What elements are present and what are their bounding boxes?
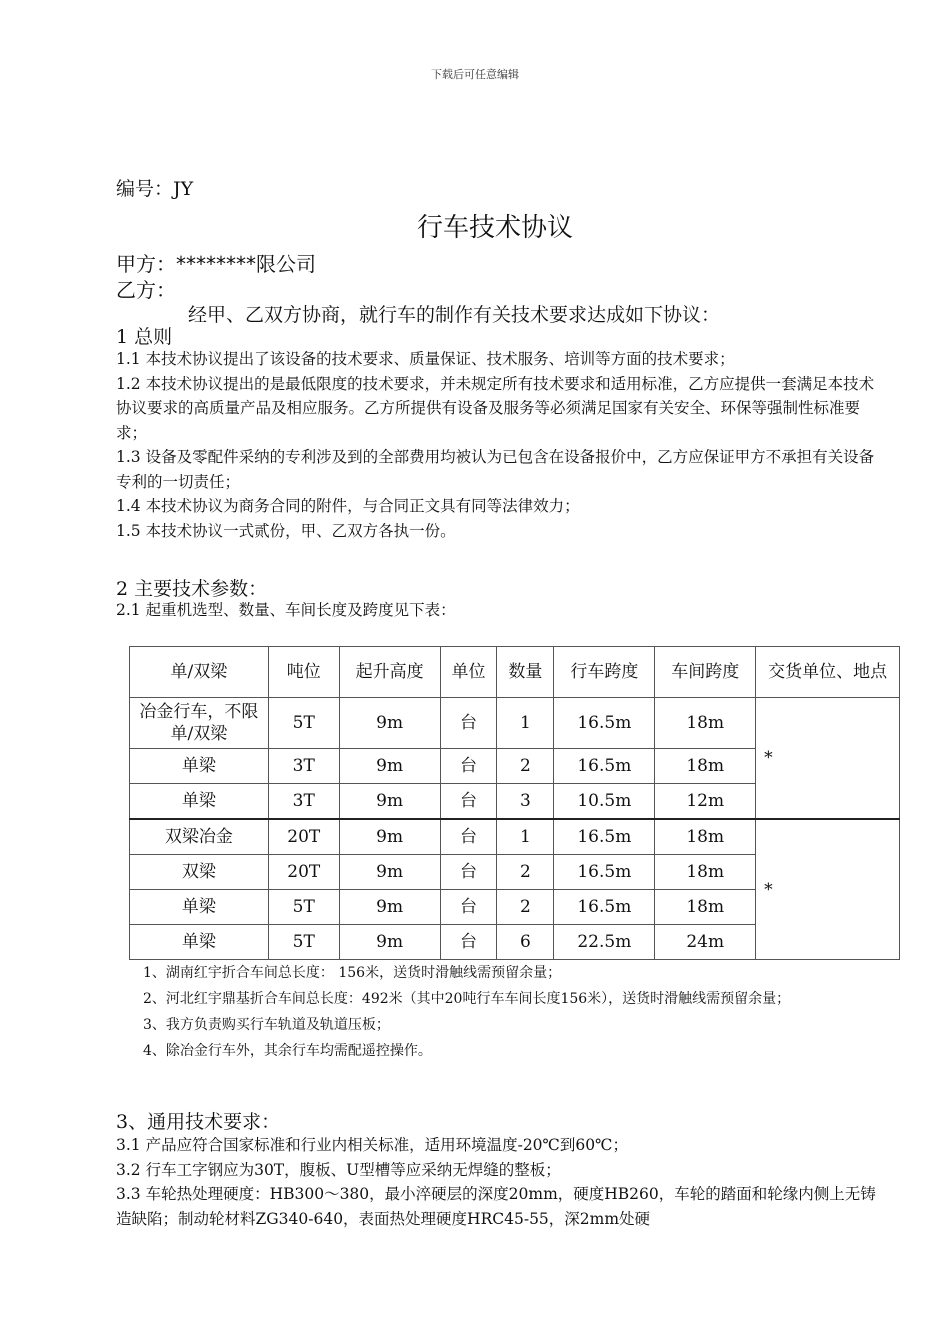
table-cell: 单梁 — [130, 925, 269, 960]
party-b: 乙方： — [116, 278, 176, 302]
party-a: 甲方：********限公司 — [116, 252, 316, 276]
table-cell: 台 — [440, 925, 497, 960]
table-cell: 9m — [339, 855, 440, 890]
table-cell: 16.5m — [554, 749, 655, 784]
table-cell: 10.5m — [554, 784, 655, 820]
table-header-cell: 车间跨度 — [655, 647, 756, 698]
table-cell: 9m — [339, 749, 440, 784]
table-cell: 18m — [655, 890, 756, 925]
table-cell: 18m — [655, 819, 756, 855]
table-header-cell: 交货单位、地点 — [756, 647, 900, 698]
section3-paragraph: 3.2 行车工字钢应为30T，腹板、U型槽等应采纳无焊缝的整板； — [116, 1160, 561, 1179]
table-cell: 18m — [655, 749, 756, 784]
table-cell: 台 — [440, 784, 497, 820]
table-notes — [143, 960, 883, 1064]
table-cell: 单梁 — [130, 749, 269, 784]
table-cell: 16.5m — [554, 698, 655, 749]
section3-body — [116, 1133, 880, 1231]
delivery-cell: * — [756, 819, 900, 960]
table-cell: 2 — [497, 890, 554, 925]
table-cell: 22.5m — [554, 925, 655, 960]
section2-intro: 2.1 起重机选型、数量、车间长度及跨度见下表： — [116, 601, 456, 619]
table-cell: 6 — [497, 925, 554, 960]
section1-paragraph: 1.4 本技术协议为商务合同的附件，与合同正文具有同等法律效力； — [116, 497, 580, 515]
section3-paragraph: 3.1 产品应符合国家标准和行业内相关标准，适用环境温度-20℃到60℃； — [116, 1136, 628, 1154]
table-cell: 台 — [440, 819, 497, 855]
note-item: 3、我方负责购买行车轨道及轨道压板； — [143, 1017, 390, 1033]
section1-paragraph: 1.3 设备及零配件采纳的专利涉及到的全部费用均被认为已包含在设备报价中，乙方应保证甲方不承担有关设备专利的一切责任； — [116, 448, 875, 491]
table-cell: 9m — [339, 698, 440, 749]
section1-body — [116, 347, 880, 543]
intro-paragraph: 经甲、乙双方协商，就行车的制作有关技术要求达成如下协议： — [188, 304, 721, 326]
table-header-cell: 数量 — [497, 647, 554, 698]
section3-heading: 3、通用技术要求： — [116, 1111, 281, 1133]
section3-paragraph: 3.3 车轮热处理硬度：HB300～380，最小淬硬层的深度20mm，硬度HB260，车轮的踏面和轮缘内侧上无铸造缺陷；制动轮材料ZG340-640，表面热处理硬度HRC45-55，深2mm处硬 — [116, 1185, 876, 1228]
header-note: 下载后可任意编辑 — [431, 68, 519, 81]
document-title: 行车技术协议 — [416, 213, 573, 243]
table-cell: 3T — [268, 749, 339, 784]
table-cell: 9m — [339, 925, 440, 960]
table-cell: 20T — [268, 819, 339, 855]
table-cell: 18m — [655, 855, 756, 890]
note-item: 4、除冶金行车外，其余行车均需配遥控操作。 — [143, 1043, 432, 1059]
table-cell: 5T — [268, 698, 339, 749]
table-cell: 单梁 — [130, 890, 269, 925]
table-cell: 双梁 — [130, 855, 269, 890]
section1-paragraph: 1.1 本技术协议提出了该设备的技术要求、质量保证、技术服务、培训等方面的技术要求； — [116, 350, 735, 368]
note-item: 1、湖南红宇折合车间总长度： 156米，送货时滑触线需预留余量； — [143, 965, 562, 981]
table-header-cell: 吨位 — [268, 647, 339, 698]
table-row — [130, 819, 900, 855]
table-cell: 冶金行车，不限单/双梁 — [130, 698, 269, 749]
table-header-cell: 行车跨度 — [554, 647, 655, 698]
table-cell: 单梁 — [130, 784, 269, 820]
table-cell: 5T — [268, 925, 339, 960]
table-cell: 9m — [339, 784, 440, 820]
table-cell: 16.5m — [554, 819, 655, 855]
table-cell: 1 — [497, 698, 554, 749]
delivery-cell: * — [756, 698, 900, 820]
section1-heading: 1 总则 — [116, 326, 173, 348]
table-cell: 2 — [497, 749, 554, 784]
table-cell: 台 — [440, 698, 497, 749]
table-cell: 双梁冶金 — [130, 819, 269, 855]
table-cell: 台 — [440, 855, 497, 890]
document-number: 编号：JY — [116, 178, 194, 200]
table-header-cell: 单位 — [440, 647, 497, 698]
section2-heading: 2 主要技术参数： — [116, 578, 268, 600]
table-cell: 24m — [655, 925, 756, 960]
table-cell: 9m — [339, 819, 440, 855]
table-cell: 2 — [497, 855, 554, 890]
table-cell: 16.5m — [554, 890, 655, 925]
section1-paragraph: 1.2 本技术协议提出的是最低限度的技术要求，并未规定所有技术要求和适用标准，乙方应提供一套满足本技术协议要求的高质量产品及相应服务。乙方所提供有设备及服务等必须满足国家有关安全、环保等强制性标准要求； — [116, 374, 875, 442]
section1-paragraph: 1.5 本技术协议一式贰份，甲、乙双方各执一份。 — [116, 521, 456, 540]
table-row — [130, 698, 900, 749]
table-cell: 3 — [497, 784, 554, 820]
table-cell: 9m — [339, 890, 440, 925]
table-cell: 16.5m — [554, 855, 655, 890]
table-cell: 20T — [268, 855, 339, 890]
table-cell: 台 — [440, 890, 497, 925]
table-header-cell: 起升高度 — [339, 647, 440, 698]
table-header-row — [130, 647, 900, 698]
table-cell: 18m — [655, 698, 756, 749]
note-item: 2、河北红宇鼎基折合车间总长度：492米（其中20吨行车车间长度156米），送货时滑触线需预留余量； — [143, 991, 791, 1007]
table-cell: 3T — [268, 784, 339, 820]
table-header-cell: 单/双梁 — [130, 647, 269, 698]
table-cell: 12m — [655, 784, 756, 820]
table-cell: 1 — [497, 819, 554, 855]
table-cell: 5T — [268, 890, 339, 925]
table-cell: 台 — [440, 749, 497, 784]
crane-spec-table — [129, 646, 900, 960]
